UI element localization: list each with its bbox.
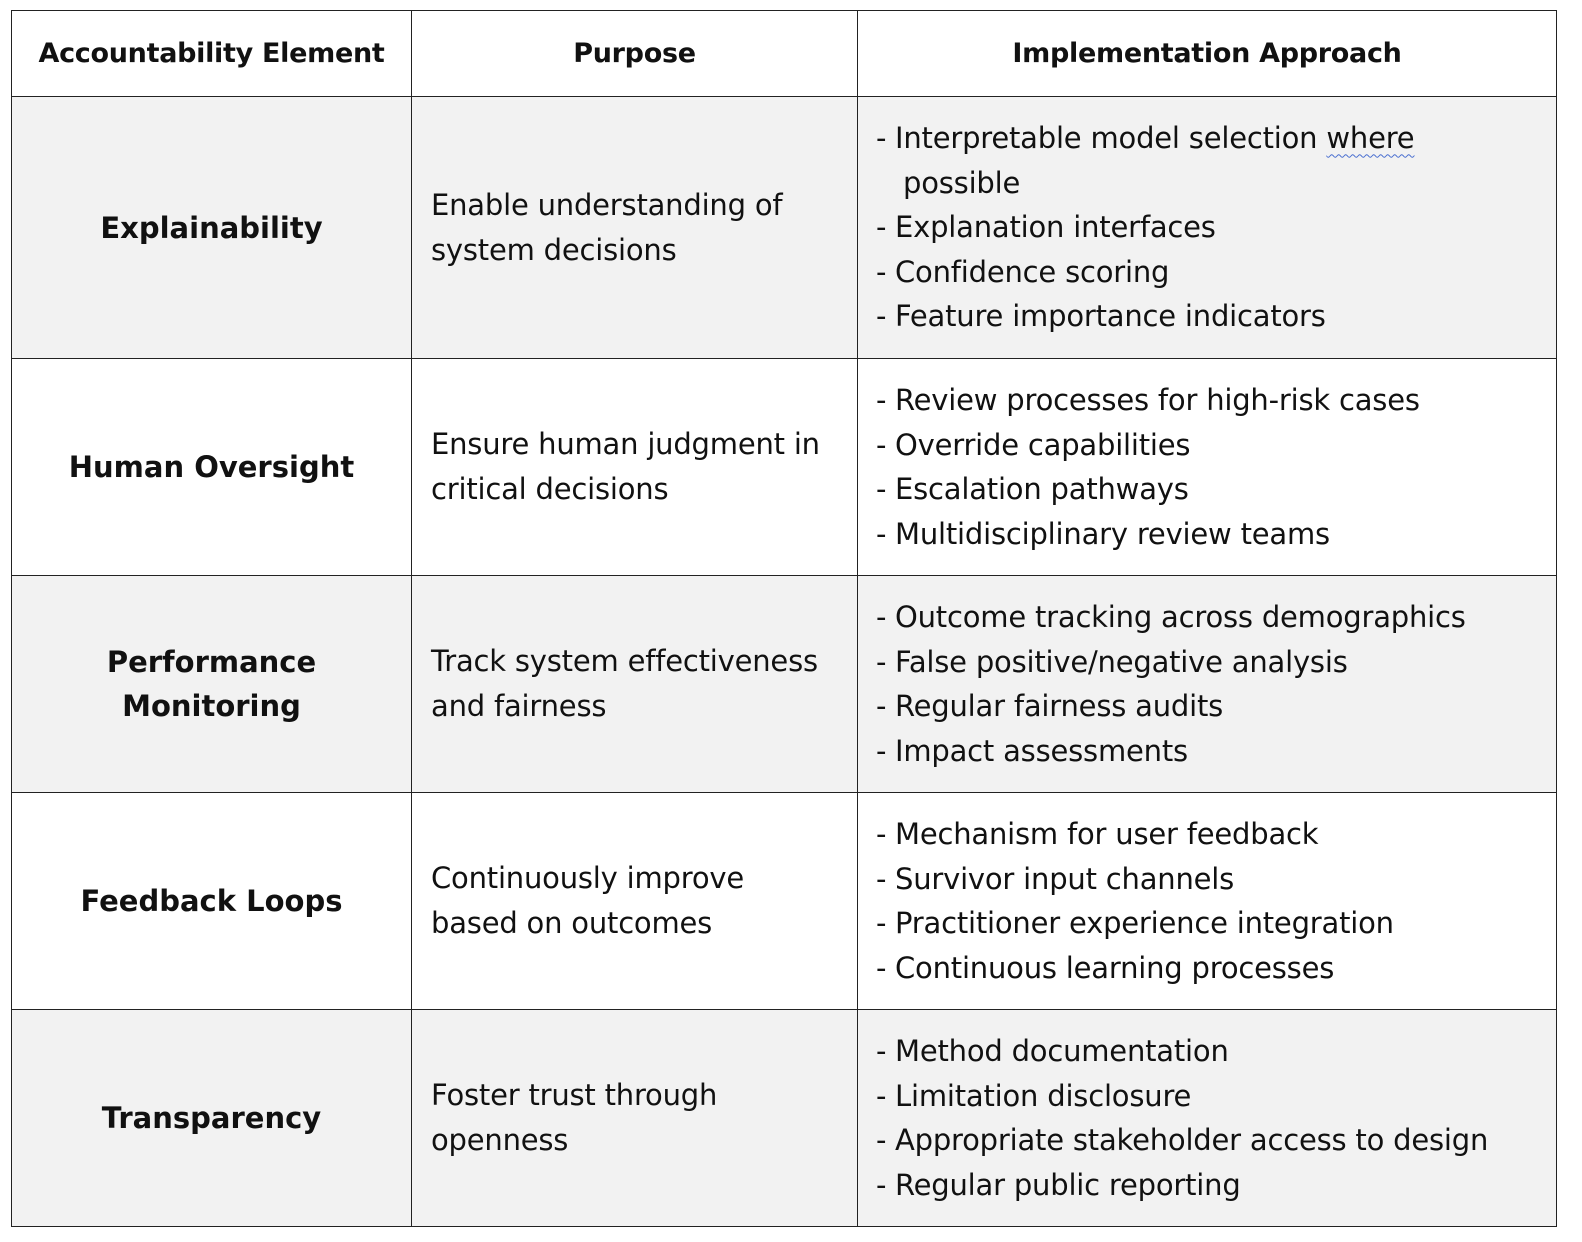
approach-item-text: Outcome tracking across demographics — [895, 600, 1466, 634]
purpose-cell: Track system effectiveness and fairness — [412, 576, 858, 793]
bullet-dash: - — [876, 600, 887, 634]
approach-item-text: Explanation interfaces — [895, 210, 1216, 245]
table-row — [12, 97, 1557, 359]
element-cell: Explainability — [12, 97, 412, 359]
approach-item — [876, 729, 1542, 774]
approach-list — [876, 1029, 1542, 1207]
approach-item — [876, 595, 1542, 640]
bullet-dash: - — [876, 1034, 887, 1068]
bullet-dash: - — [876, 299, 887, 334]
approach-cell — [858, 1010, 1557, 1227]
approach-item — [876, 1029, 1542, 1074]
approach-item-text: Regular public reporting — [895, 1167, 1241, 1202]
element-cell: Performance Monitoring — [12, 576, 412, 793]
approach-item-text: Interpretable model selection — [895, 121, 1318, 156]
approach-item-text: False positive/negative analysis — [895, 644, 1348, 679]
bullet-dash: - — [876, 427, 887, 462]
approach-item-text: Regular fairness audits — [895, 689, 1224, 723]
approach-cell — [858, 97, 1557, 359]
approach-item — [876, 812, 1542, 857]
approach-item-text: Override capabilities — [895, 427, 1191, 462]
bullet-dash: - — [876, 383, 887, 417]
approach-item-text: Multidisciplinary review teams — [895, 516, 1330, 551]
bullet-dash: - — [876, 817, 887, 851]
approach-item-text: Feature importance indicators — [895, 299, 1326, 334]
approach-item-text: Appropriate stakeholder access to design — [895, 1123, 1489, 1157]
approach-item — [876, 901, 1542, 946]
purpose-cell: Foster trust through openness — [412, 1010, 858, 1227]
table-row — [12, 359, 1557, 576]
approach-item-text: Survivor input channels — [895, 861, 1235, 896]
bullet-dash: - — [876, 861, 887, 896]
approach-item — [876, 857, 1542, 902]
header-implementation-approach: Implementation Approach — [858, 11, 1557, 97]
table-header-row — [12, 11, 1557, 97]
approach-item — [876, 1074, 1542, 1119]
approach-cell — [858, 793, 1557, 1010]
approach-item-text: Impact assessments — [895, 733, 1188, 768]
table-row — [12, 793, 1557, 1010]
bullet-dash: - — [876, 472, 887, 506]
approach-item — [876, 640, 1542, 685]
approach-item — [876, 205, 1542, 250]
approach-item — [876, 467, 1542, 512]
approach-cell — [858, 359, 1557, 576]
approach-item — [876, 116, 1542, 205]
purpose-cell: Ensure human judgment in critical decisions — [412, 359, 858, 576]
element-cell: Feedback Loops — [12, 793, 412, 1010]
element-cell: Transparency — [12, 1010, 412, 1227]
bullet-dash: - — [876, 733, 887, 768]
table-row — [12, 1010, 1557, 1227]
bullet-dash: - — [876, 516, 887, 551]
approach-item — [876, 294, 1542, 339]
bullet-dash: - — [876, 121, 887, 156]
approach-item — [876, 684, 1542, 729]
accountability-table — [11, 10, 1557, 1227]
approach-item-text-continued: possible — [903, 165, 1021, 200]
approach-item-text: Method documentation — [895, 1034, 1229, 1068]
approach-item-text: Confidence scoring — [895, 254, 1170, 289]
bullet-dash: - — [876, 1167, 887, 1202]
approach-item-text: Continuous learning processes — [895, 950, 1335, 985]
bullet-dash: - — [876, 210, 887, 245]
bullet-dash: - — [876, 644, 887, 679]
approach-item-text: Practitioner experience integration — [895, 906, 1394, 940]
approach-item — [876, 423, 1542, 468]
purpose-cell: Continuously improve based on outcomes — [412, 793, 858, 1010]
bullet-dash: - — [876, 950, 887, 985]
approach-item — [876, 512, 1542, 557]
approach-list — [876, 116, 1542, 339]
approach-item — [876, 1163, 1542, 1208]
approach-item — [876, 378, 1542, 423]
element-cell: Human Oversight — [12, 359, 412, 576]
approach-cell — [858, 576, 1557, 793]
approach-item-text: Mechanism for user feedback — [895, 817, 1319, 851]
approach-item — [876, 946, 1542, 991]
bullet-dash: - — [876, 1078, 887, 1113]
header-purpose: Purpose — [412, 11, 858, 97]
bullet-dash: - — [876, 1123, 887, 1157]
bullet-dash: - — [876, 906, 887, 940]
approach-item-text: Limitation disclosure — [895, 1078, 1192, 1113]
approach-item — [876, 250, 1542, 295]
approach-list — [876, 595, 1542, 773]
bullet-dash: - — [876, 254, 887, 289]
purpose-cell: Enable understanding of system decisions — [412, 97, 858, 359]
approach-list — [876, 378, 1542, 556]
table-row — [12, 576, 1557, 793]
approach-item-text: Review processes for high-risk cases — [895, 383, 1420, 417]
header-accountability-element: Accountability Element — [12, 11, 412, 97]
approach-item — [876, 1118, 1542, 1163]
approach-list — [876, 812, 1542, 990]
approach-item-text: Escalation pathways — [895, 472, 1189, 506]
bullet-dash: - — [876, 689, 887, 723]
spellcheck-flagged-word: where — [1326, 121, 1415, 156]
